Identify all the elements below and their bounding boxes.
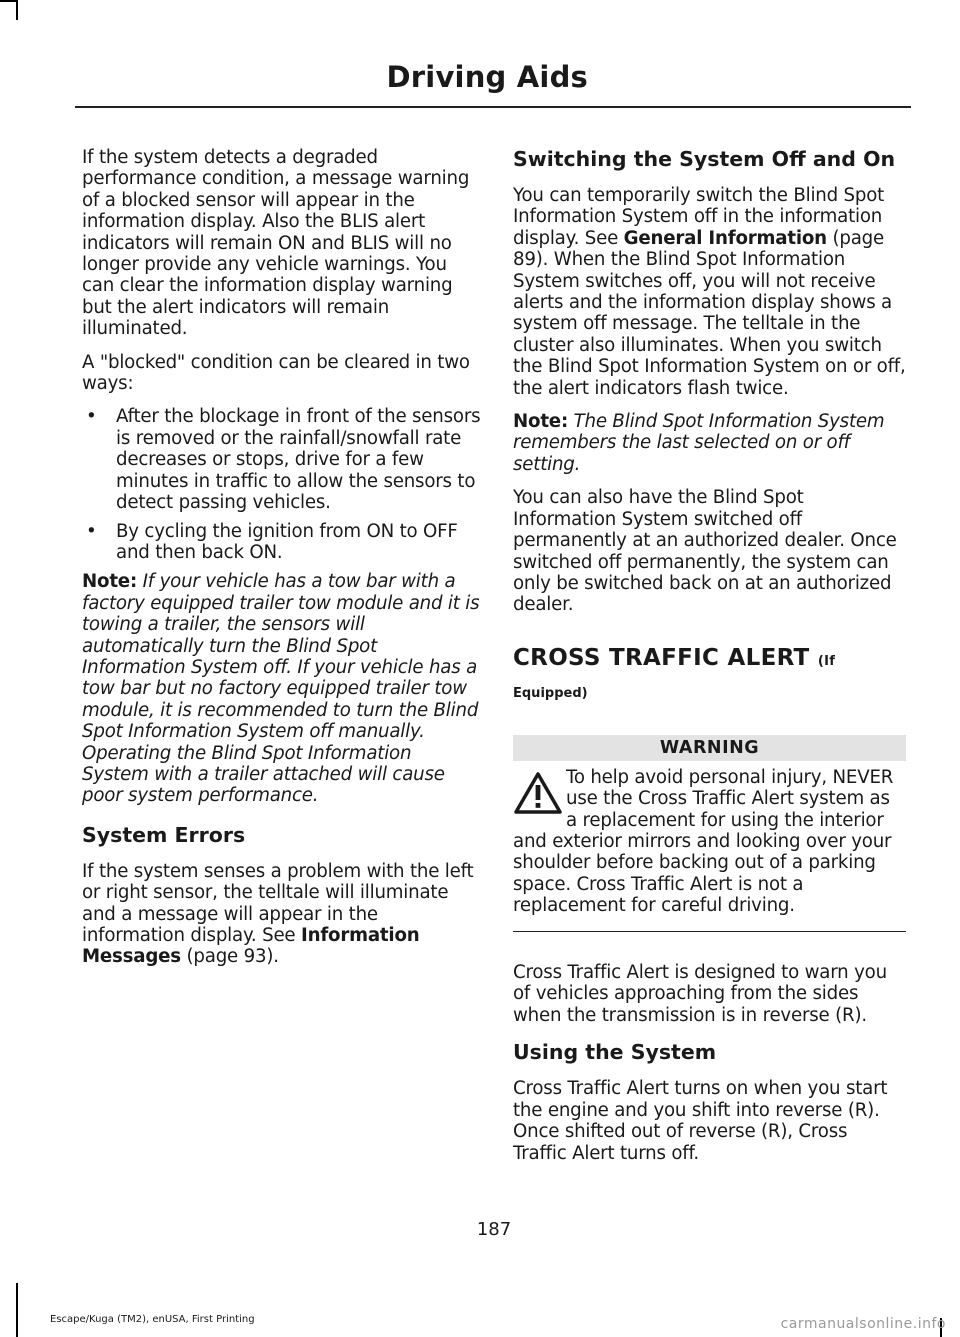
- warning-triangle-icon: [513, 771, 563, 815]
- note-label: Note:: [513, 411, 569, 433]
- degraded-paragraph: If the system detects a degraded performance condition, a message warning of a blocked sensor will appear in the information display. Also the BLIS alert indicators will remain ON and BLIS will no longer provide any vehicle warnings. You can clear the information display warning but the alert indicators will remain illuminated.: [82, 147, 470, 340]
- footer-text: Escape/Kuga (TM2), enUSA, First Printing: [50, 1314, 255, 1325]
- clear-methods-list: [82, 406, 482, 563]
- bullet-icon: •: [86, 520, 97, 542]
- dealer-paragraph: You can also have the Blind Spot Information System switched off permanently at an authorized dealer. Once switched off permanently, the system can only be switched back on at an authorized dealer.: [513, 487, 897, 616]
- page-title: Driving Aids: [386, 60, 588, 94]
- note-label: Note:: [82, 571, 138, 593]
- list-item: • By cycling the ignition from ON to OFF and then back ON.: [86, 520, 458, 563]
- switching-heading: Switching the System Off and On: [513, 147, 896, 171]
- warning-body: [513, 767, 906, 917]
- blocked-paragraph: A "blocked" condition can be cleared in two ways:: [82, 351, 470, 395]
- warning-text: To help avoid personal injury, NEVER use the Cross Traffic Alert system as a replacement for using the interior and exterior mirrors and looking over your shoulder before backing out of a parking space. Cross Traffic Alert is not a replacement for careful driving.: [513, 766, 894, 917]
- system-errors-paragraph: If the system senses a problem with the left or right sensor, the telltale will illuminate and a message will appear in the information display. See Information Messages (page 93).: [82, 860, 474, 968]
- cross-traffic-alert-heading: CROSS TRAFFIC ALERT (If: [513, 644, 836, 671]
- note-text: The Blind Spot Information System remembers the last selected on or off setting.: [513, 411, 885, 475]
- header-divider: [75, 106, 911, 108]
- cross-traffic-description: Cross Traffic Alert is designed to warn you of vehicles approaching from the sides when the transmission is in reverse (R).: [513, 962, 887, 1026]
- tow-bar-note: [82, 571, 482, 806]
- using-system-heading: Using the System: [513, 1040, 717, 1065]
- warning-banner: WARNING: [513, 735, 906, 761]
- system-errors-heading: System Errors: [82, 822, 246, 847]
- using-system-paragraph: Cross Traffic Alert turns on when you start the engine and you shift into reverse (R). Once shifted out of reverse (R), Cross Traffic Alert turns off.: [513, 1078, 888, 1164]
- bullet-icon: •: [86, 406, 97, 428]
- information-messages-link[interactable]: Information Messages: [82, 925, 420, 968]
- equipped-label: Equipped): [513, 685, 588, 701]
- crop-mark: [16, 0, 18, 20]
- watermark: carmanualsonline.info: [780, 1316, 946, 1332]
- right-column: [513, 147, 906, 1176]
- crop-mark: [0, 0, 16, 2]
- note-text: If your vehicle has a tow bar with a factory equipped trailer tow module and it is towing a trailer, the sensors will automatically turn the Blind Spot Information System off. If your vehicle has a tow bar but no factory equipped trailer tow module, it is recommended to turn the Blind Spot Information System off manually. Operating the Blind Spot Information System with a trailer attached will cause poor system performance.: [82, 571, 480, 807]
- crop-mark: [16, 1283, 18, 1337]
- general-information-link[interactable]: General Information: [623, 227, 827, 249]
- switching-paragraph: You can temporarily switch the Blind Spot Information System off in the information display. See General Information (page 89). When the Blind Spot Information System switches off, you will not receive alerts and the information display shows a system off message. The telltale in the cluster also illuminates. When you switch the Blind Spot Information System on or off, the alert indicators flash twice.: [513, 185, 906, 399]
- remember-note: [513, 411, 906, 475]
- list-item: • After the blockage in front of the sensors is removed or the rainfall/snowfall rate decreases or stops, drive for a few minutes in traffic to allow the sensors to detect passing vehicles.: [86, 406, 481, 514]
- warning-divider: [513, 931, 906, 933]
- left-column: [82, 147, 482, 980]
- page-number: 187: [476, 1219, 512, 1240]
